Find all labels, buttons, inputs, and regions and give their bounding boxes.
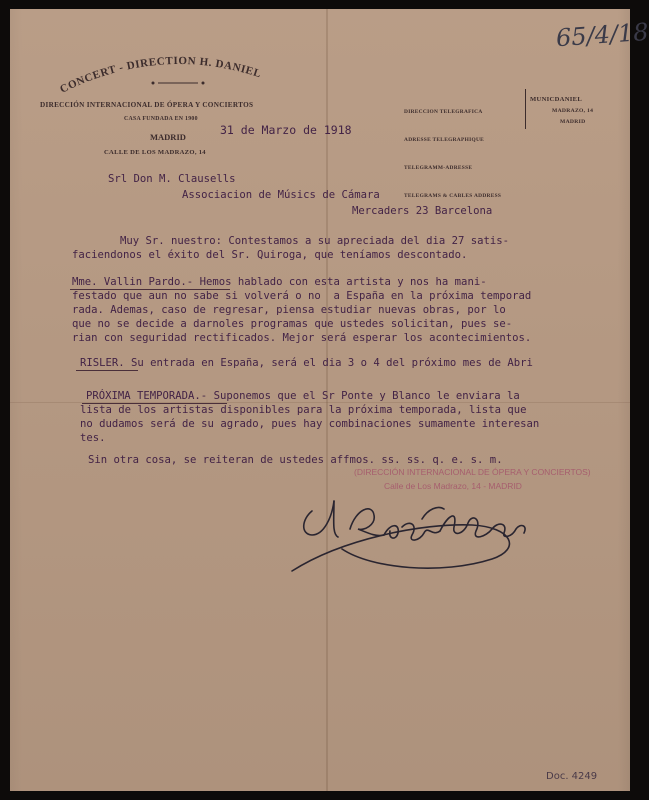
telegraph-label-de: TELEGRAMM-ADRESSE xyxy=(404,165,473,172)
body-p2-line1 xyxy=(72,276,487,288)
body-p3-line1 xyxy=(80,357,533,369)
telegraph-street: MADRAZO, 14 xyxy=(552,108,594,114)
letterhead-line1: DIRECCIÓN INTERNACIONAL DE ÓPERA Y CONCIERTOS xyxy=(40,101,254,109)
telegraph-bracket xyxy=(525,89,526,129)
letter-date: 31 de Marzo de 1918 xyxy=(220,123,352,137)
recipient-address: Mercaders 23 Barcelona xyxy=(352,205,493,217)
body-p2-line5: rian con seguridad rectificados. Mejor será esperar los acontecimientos. xyxy=(72,332,532,344)
letterhead-title: CONCERT - DIRECTION H. DANIEL xyxy=(58,54,263,96)
doc-reference: Doc. 4249 xyxy=(546,771,598,782)
letter-paper xyxy=(10,9,649,791)
underline-risler xyxy=(76,370,138,371)
letterhead-address: CALLE DE LOS MADRAZO, 14 xyxy=(104,149,206,156)
recipient-org: Associacion de Músics de Cámara xyxy=(182,189,380,201)
body-p2-line4: que no se decide a darnoles programas que ustedes solicitan, pues se- xyxy=(72,318,513,330)
body-p2-line2: festado que aun no sabe si volverá o no a España en la próxima temporad xyxy=(72,290,532,302)
body-p1-line1: Muy Sr. nuestro: Contestamos a su apreciada del dia 27 satis- xyxy=(120,235,510,247)
body-p3-text1: . Su entrada en España, será el dia 3 o 4 del próximo mes de Abri xyxy=(118,357,533,369)
letterhead-city: MADRID xyxy=(150,132,186,142)
body-p4-text1: Suponemos que el Sr Ponte y Blanco le enviara la xyxy=(207,390,520,402)
body-p4-line2: lista de los artistas disponibles para la próxima temporada, lista que xyxy=(80,404,527,416)
artist-heading-risler: RISLER xyxy=(80,357,119,369)
stamp-line1: (DIRECCIÓN INTERNACIONAL DE ÓPERA Y CONCIERTOS) xyxy=(354,467,591,477)
telegraph-label-en: TELEGRAMS & CABLES ADDRESS xyxy=(404,193,502,200)
artist-heading-vallin: Mme. Vallin Pardo.- xyxy=(72,276,194,288)
body-p4-line3: no dudamos será de su agrado, pues hay combinaciones sumamente interesan xyxy=(80,418,540,430)
recipient-name: Srl Don M. Clausells xyxy=(108,173,236,185)
body-p4-line4: tes. xyxy=(80,432,106,444)
letterhead-founded: CASA FUNDADA EN 1900 xyxy=(124,116,198,122)
archive-number: 65/4/18 xyxy=(555,17,649,53)
section-heading-temporada: PRÓXIMA TEMPORADA.- xyxy=(86,390,208,402)
stamp-line2: Calle de Los Madrazo, 14 - MADRID xyxy=(384,481,522,491)
body-p4-line1 xyxy=(86,390,520,402)
telegraph-city: MADRID xyxy=(560,119,586,125)
telegraph-label-es: DIRECCION TELEGRAFICA xyxy=(404,108,483,115)
telegraph-address: MUNICDANIEL xyxy=(530,96,583,103)
body-p2-line3: rada. Ademas, caso de regresar, piensa estudiar nuevas obras, por lo xyxy=(72,304,506,316)
telegraph-labels xyxy=(404,89,501,221)
telegraph-label-fr: ADRESSE TELEGRAPHIQUE xyxy=(404,137,485,144)
body-p1-line2: faciendonos el éxito del Sr. Quiroga, que teníamos descontado. xyxy=(72,249,468,261)
body-p2-text1: Hemos hablado con esta artista y nos ha mani- xyxy=(193,276,487,288)
signature xyxy=(272,479,562,589)
closing-line: Sin otra cosa, se reiteran de ustedes affmos. ss. ss. q. e. s. m. xyxy=(88,454,503,466)
svg-text:CONCERT - DIRECTION H. DANIEL xyxy=(58,55,263,96)
